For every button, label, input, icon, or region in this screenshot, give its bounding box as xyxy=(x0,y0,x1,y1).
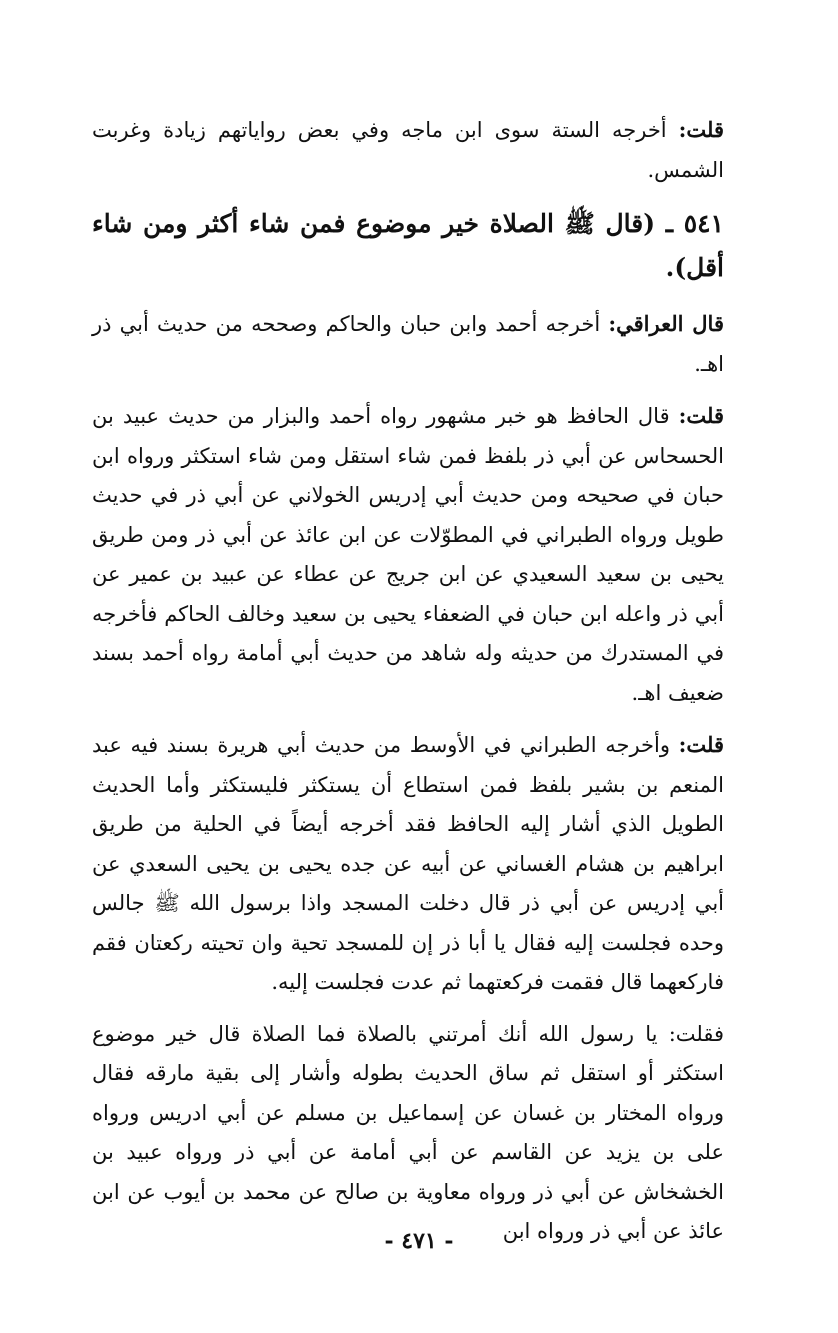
page-body xyxy=(92,110,746,1264)
paragraph-text: أخرجه أحمد وابن حبان والحاكم وصححه من حديث أبي ذر اهـ. xyxy=(92,312,724,376)
paragraph-lead: قلت: xyxy=(678,732,724,757)
hadith-heading-541: ٥٤١ ـ (قال ﷺ الصلاة خير موضوع فمن شاء أكثر ومن شاء أقل). xyxy=(92,209,724,282)
page-number: - ٤٧١ - xyxy=(384,1228,454,1254)
paragraph-lead: قلت: xyxy=(678,403,724,428)
paragraph-text: أخرجه الستة سوى ابن ماجه وفي بعض رواياتهم زيادة وغربت الشمس. xyxy=(92,118,724,182)
paragraph-qult-3 xyxy=(92,725,746,1003)
paragraph-lead: قال العراقي: xyxy=(608,311,724,336)
paragraph-text: وأخرجه الطبراني في الأوسط من حديث أبي هريرة بسند فيه عبد المنعم بن بشير بلفظ فمن استطاع أن يستكثر فليستكثر وأما الحديث الطويل الذي أشار إليه الحافظ فقد أخرجه أيضاً في الحلية من طريق ابراهيم بن هشام الغساني عن أبيه عن جده يحيى بن يحيى السعدي عن أبي إدريس عن أبي ذر قال دخلت المسجد واذا برسول الله ﷺ جالس وحده فجلست إليه فقال يا أبا ذر إن للمسجد تحية وان تحيته ركعتان فقم فاركعهما قال فقمت فركعتهما ثم عدت فجلست إليه. xyxy=(92,733,724,994)
paragraph-faqult xyxy=(92,1015,746,1252)
paragraph-qult-1 xyxy=(92,110,746,190)
paragraph-text: يا رسول الله أنك أمرتني بالصلاة فما الصلاة قال خير موضوع استكثر أو استقل ثم ساق الحديث بطوله وأشار إلى بقية مارقه فقال ورواه المختار بن غسان عن إسماعيل بن مسلم عن أبي ادريس ورواه على بن يزيد عن القاسم عن أبي أمامة عن أبي ذر ورواه عبيد بن الخشخاش عن أبي ذر ورواه معاوية بن صالح عن محمد بن أيوب عن ابن عائذ عن أبي ذر ورواه ابن xyxy=(92,1021,724,1243)
paragraph-qult-2 xyxy=(92,396,746,713)
paragraph-iraqi xyxy=(92,304,746,384)
paragraph-lead: فقلت: xyxy=(668,1021,724,1046)
paragraph-lead: قلت: xyxy=(678,117,724,142)
paragraph-text: قال الحافظ هو خبر مشهور رواه أحمد والبزار من حديث عبيد بن الحسحاس عن أبي ذر بلفظ فمن شاء استقل ومن شاء استكثر ورواه ابن حبان في صحيحه ومن حديث أبي إدريس الخولاني عن أبي ذر في حديث طويل ورواه الطبراني في المطوّلات عن ابن عائذ عن أبي ذر ومن طريق يحيى بن سعيد السعيدي عن ابن جريج عن عطاء عن عبيد بن عمير عن أبي ذر واعله ابن حبان في الضعفاء يحيى بن سعيد وخالف الحاكم فأخرجه في المستدرك من حديثه وله شاهد من حديث أبي أمامة رواه أحمد بسند ضعيف اهـ. xyxy=(92,404,724,705)
